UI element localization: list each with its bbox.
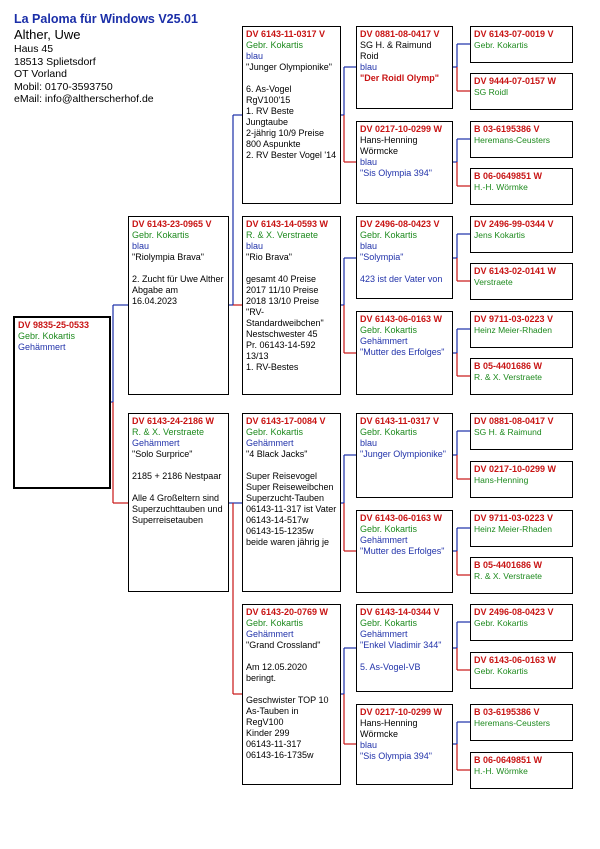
pedigree-granddam-card[interactable] — [242, 604, 341, 785]
pedigree-ancestor-card[interactable] — [470, 652, 573, 689]
pigeon-note: 6. As-Vogel RgV100'15 — [246, 84, 292, 105]
breeder-name: Gebr. Kokartis — [132, 230, 190, 240]
feather-color: Gehämmert — [18, 342, 66, 352]
pigeon-note: Geschwister TOP 10 As-Tauben in RegV100 — [246, 695, 329, 727]
ring-number: DV 6143-06-0163 W — [474, 655, 557, 665]
pedigree-ancestor-card[interactable] — [470, 604, 573, 641]
breeder-name: Gebr. Kokartis — [474, 618, 528, 628]
pigeon-name: "Grand Crossland" — [246, 640, 321, 650]
feather-color: blau — [360, 62, 378, 72]
pedigree-ancestor-card[interactable] — [470, 510, 573, 547]
breeder-header — [14, 12, 224, 106]
app-title: La Paloma für Windows V25.01 — [14, 12, 198, 26]
note-spacer — [246, 684, 337, 695]
pigeon-note: Super Reiseweibchen — [246, 482, 334, 492]
feather-color: blau — [246, 241, 264, 251]
feather-color: Gehämmert — [360, 629, 408, 639]
ring-number: B 05-4401686 W — [474, 560, 543, 570]
pigeon-note: 2. Zucht für Uwe Alther — [132, 274, 224, 284]
feather-color: blau — [246, 51, 264, 61]
pedigree-great-grandparent-card[interactable] — [356, 26, 453, 109]
pigeon-note: Alle 4 Großeltern sind Superzuchttauben und Superreisetauben — [132, 493, 223, 525]
feather-color: blau — [132, 241, 150, 251]
pigeon-note: Super Reisevogel — [246, 471, 318, 481]
pigeon-name: "4 Black Jacks" — [246, 449, 308, 459]
pigeon-note: Nestschwester 45 — [246, 329, 318, 339]
breeder-name: SG H. & Raimund Roid — [360, 40, 432, 61]
breeder-name: Hans-Henning Wörmcke — [360, 718, 418, 739]
pigeon-note: 423 ist der Vater von — [360, 274, 443, 284]
note-spacer — [132, 460, 225, 471]
pedigree-ancestor-card[interactable] — [470, 168, 573, 205]
phone-line: Mobil: 0170-3593750 — [14, 80, 113, 93]
pedigree-great-grandparent-card[interactable] — [356, 121, 453, 204]
pigeon-name: "Riolympia Brava" — [132, 252, 204, 262]
ring-number: B 03-6195386 V — [474, 707, 540, 717]
breeder-name: Gebr. Kokartis — [360, 230, 418, 240]
breeder-name: R. & X. Verstraete — [474, 571, 543, 581]
pigeon-name: "Mutter des Erfolges" — [360, 347, 445, 357]
pigeon-note: Kinder 299 — [246, 728, 290, 738]
ring-number: DV 6143-06-0163 W — [360, 314, 443, 324]
pigeon-note: 2185 + 2186 Nestpaar — [132, 471, 222, 481]
ring-number: DV 6143-17-0084 V — [246, 416, 326, 426]
ring-number: DV 2496-99-0344 V — [474, 219, 554, 229]
ring-number: DV 2496-08-0423 V — [360, 219, 440, 229]
feather-color: blau — [360, 157, 378, 167]
feather-color: Gehämmert — [246, 629, 294, 639]
note-spacer — [246, 73, 337, 84]
email-line: eMail: info@altherscherhof.de — [14, 93, 154, 105]
pigeon-note: 2018 13/10 Preise — [246, 296, 320, 306]
feather-color: Gehämmert — [360, 336, 408, 346]
pedigree-dam-card[interactable] — [128, 413, 229, 592]
feather-color: Gehämmert — [246, 438, 294, 448]
breeder-name: Hans-Henning Wörmcke — [360, 135, 418, 156]
pigeon-note: 06143-11-317 — [246, 739, 302, 749]
breeder-name: Heinz Meier-Rhaden — [474, 325, 552, 335]
pigeon-note: 2017 11/10 Preise — [246, 285, 319, 295]
ring-number: DV 2496-08-0423 V — [474, 607, 554, 617]
pigeon-name: "Enkel Vladimir 344" — [360, 640, 442, 650]
pigeon-note: beide waren jährig je — [246, 537, 330, 547]
pigeon-note: Am 12.05.2020 beringt. — [246, 662, 308, 683]
ring-number: DV 6143-14-0344 V — [360, 607, 440, 617]
pedigree-ancestor-card[interactable] — [470, 263, 573, 300]
pedigree-granddam-card[interactable] — [242, 216, 341, 395]
pigeon-name: "Solo Surprice" — [132, 449, 193, 459]
ring-number: DV 6143-11-0317 V — [246, 29, 326, 39]
note-spacer — [360, 263, 449, 274]
owner-name: Alther, Uwe — [14, 27, 81, 42]
ring-number: B 06-0649851 W — [474, 171, 543, 181]
breeder-name: Jens Kokartis — [474, 230, 526, 240]
ring-number: DV 6143-14-0593 W — [246, 219, 329, 229]
breeder-name: Gebr. Kokartis — [360, 427, 418, 437]
pedigree-sire-card[interactable] — [128, 216, 229, 395]
ring-number: DV 9711-03-0223 V — [474, 314, 554, 324]
breeder-name: Heinz Meier-Rhaden — [474, 524, 552, 534]
ring-number: B 06-0649851 W — [474, 755, 543, 765]
pedigree-ancestor-card[interactable] — [470, 557, 573, 594]
pedigree-great-grandparent-card[interactable] — [356, 604, 453, 692]
pigeon-note: Pr. 06143-14-592 13/13 — [246, 340, 316, 361]
breeder-name: Gebr. Kokartis — [246, 40, 304, 50]
ring-number: DV 6143-23-0965 V — [132, 219, 212, 229]
pigeon-name: "Der Roidl Olymp" — [360, 73, 440, 83]
pigeon-note: 2. RV Bester Vogel '14 — [246, 150, 337, 160]
breeder-name: Heremans-Ceusters — [474, 135, 551, 145]
pedigree-ancestor-card[interactable] — [470, 121, 573, 158]
breeder-name: Gebr. Kokartis — [18, 331, 76, 341]
breeder-name: R. & X. Verstraete — [246, 230, 319, 240]
note-spacer — [132, 482, 225, 493]
pedigree-ancestor-card[interactable] — [470, 358, 573, 395]
pigeon-note: 2-jährig 10/9 Preise 800 Aspunkte — [246, 128, 325, 149]
pedigree-ancestor-card[interactable] — [470, 413, 573, 450]
ring-number: DV 0881-08-0417 V — [474, 416, 554, 426]
breeder-name: Gebr. Kokartis — [474, 666, 528, 676]
feather-color: blau — [360, 438, 378, 448]
breeder-name: Gebr. Kokartis — [246, 427, 304, 437]
pigeon-note: 5. As-Vogel-VB — [360, 662, 421, 672]
pigeon-name: "Rio Brava" — [246, 252, 292, 262]
ring-number: DV 9835-25-0533 — [18, 320, 90, 330]
breeder-name: Verstraete — [474, 277, 513, 287]
feather-color: Gehämmert — [132, 438, 180, 448]
breeder-name: H.-H. Wörmke — [474, 766, 528, 776]
pigeon-note: 06143-11-317 ist Vater — [246, 504, 337, 514]
breeder-name: Gebr. Kokartis — [246, 618, 304, 628]
pigeon-name: "Junger Olympionike" — [360, 449, 446, 459]
pedigree-great-grandparent-card[interactable] — [356, 704, 453, 785]
breeder-name: Hans-Henning — [474, 475, 529, 485]
ring-number: DV 9444-07-0157 W — [474, 76, 557, 86]
pigeon-note: Abgabe am 16.04.2023 — [132, 285, 179, 306]
ring-number: DV 6143-06-0163 W — [360, 513, 443, 523]
ring-number: DV 6143-07-0019 V — [474, 29, 554, 39]
pedigree-grandsire-card[interactable] — [242, 413, 341, 592]
breeder-name: SG H. & Raimund — [474, 427, 542, 437]
pigeon-name: "Sis Olympia 394" — [360, 168, 432, 178]
ring-number: DV 6143-24-2186 W — [132, 416, 215, 426]
pigeon-name: "Junger Olympionike" — [246, 62, 332, 72]
pedigree-ancestor-card[interactable] — [470, 216, 573, 253]
pedigree-great-grandparent-card[interactable] — [356, 216, 453, 299]
pedigree-root-card[interactable] — [13, 316, 111, 489]
breeder-name: Gebr. Kokartis — [360, 524, 418, 534]
pigeon-name: "Sis Olympia 394" — [360, 751, 432, 761]
pedigree-ancestor-card[interactable] — [470, 311, 573, 348]
feather-color: blau — [360, 740, 378, 750]
ring-number: DV 6143-20-0769 W — [246, 607, 329, 617]
ring-number: B 03-6195386 V — [474, 124, 540, 134]
pigeon-note: Superzucht-Tauben — [246, 493, 325, 503]
pedigree-ancestor-card[interactable] — [470, 26, 573, 63]
ring-number: DV 6143-02-0141 W — [474, 266, 557, 276]
pigeon-note: 1. RV Beste Jungtaube — [246, 106, 294, 127]
pedigree-ancestor-card[interactable] — [470, 752, 573, 789]
note-spacer — [246, 460, 337, 471]
breeder-name: H.-H. Wörmke — [474, 182, 528, 192]
pigeon-note: 06143-15-1235w — [246, 526, 314, 536]
pigeon-note: 1. RV-Bestes — [246, 362, 299, 372]
pigeon-name: "Solympia" — [360, 252, 404, 262]
address-line: 18513 Splietsdorf — [14, 55, 96, 68]
pigeon-note: 06143-16-1735w — [246, 750, 314, 760]
breeder-name: Heremans-Ceusters — [474, 718, 551, 728]
note-spacer — [246, 263, 337, 274]
breeder-name: SG Roidl — [474, 87, 509, 97]
breeder-name: Gebr. Kokartis — [360, 618, 418, 628]
breeder-name: R. & X. Verstraete — [474, 372, 543, 382]
pedigree-ancestor-card[interactable] — [470, 73, 573, 110]
ring-number: DV 0217-10-0299 W — [360, 124, 443, 134]
pigeon-note: "RV-Standardweibchen" — [246, 307, 324, 328]
pedigree-great-grandparent-card[interactable] — [356, 311, 453, 395]
pedigree-great-grandparent-card[interactable] — [356, 413, 453, 498]
address-line: OT Vorland — [14, 68, 67, 80]
ring-number: DV 0217-10-0299 W — [474, 464, 557, 474]
ring-number: DV 6143-11-0317 V — [360, 416, 440, 426]
address-line: Haus 45 — [14, 43, 54, 55]
pedigree-grandsire-card[interactable] — [242, 26, 341, 204]
note-spacer — [360, 651, 449, 662]
pedigree-great-grandparent-card[interactable] — [356, 510, 453, 593]
breeder-name: Gebr. Kokartis — [474, 40, 528, 50]
ring-number: DV 0881-08-0417 V — [360, 29, 440, 39]
feather-color: Gehämmert — [360, 535, 408, 545]
ring-number: B 05-4401686 W — [474, 361, 543, 371]
note-spacer — [246, 651, 337, 662]
pigeon-name: "Mutter des Erfolges" — [360, 546, 445, 556]
breeder-name: Gebr. Kokartis — [360, 325, 418, 335]
feather-color: blau — [360, 241, 378, 251]
ring-number: DV 0217-10-0299 W — [360, 707, 443, 717]
breeder-name: R. & X. Verstraete — [132, 427, 205, 437]
pigeon-note: gesamt 40 Preise — [246, 274, 317, 284]
ring-number: DV 9711-03-0223 V — [474, 513, 554, 523]
note-spacer — [132, 263, 225, 274]
pedigree-ancestor-card[interactable] — [470, 704, 573, 741]
pigeon-note: 06143-14-517w — [246, 515, 309, 525]
pedigree-ancestor-card[interactable] — [470, 461, 573, 498]
